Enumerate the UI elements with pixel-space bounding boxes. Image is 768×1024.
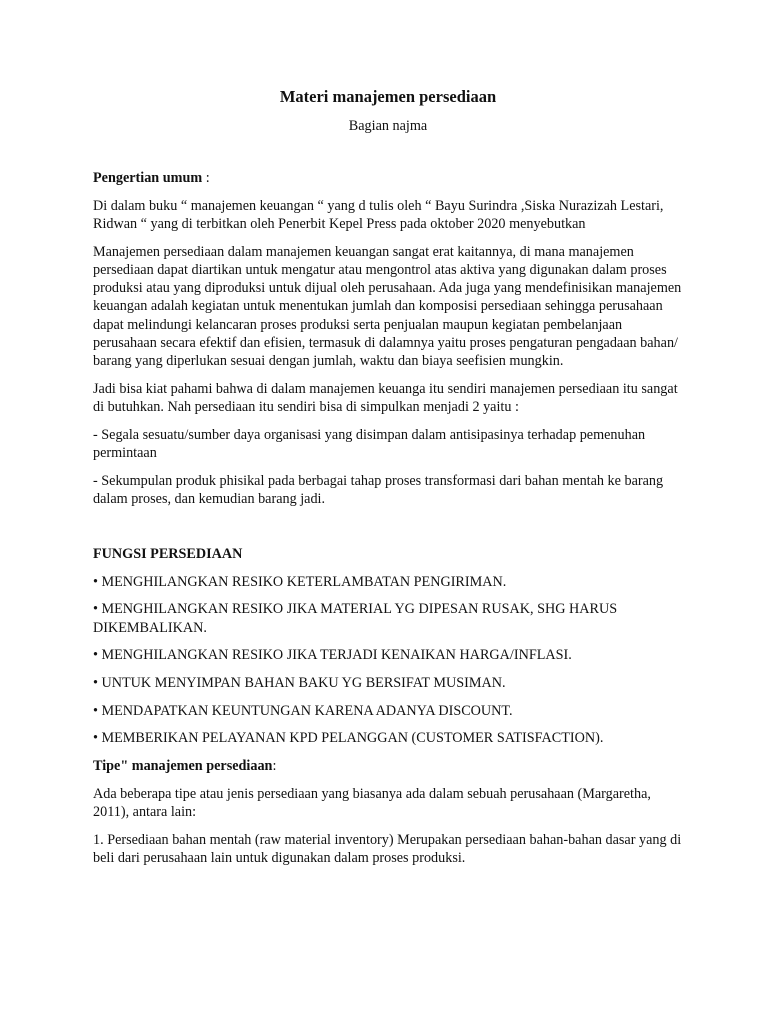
tipe-colon: : <box>272 758 277 775</box>
tipe-item: 1. Persediaan bahan mentah (raw material inventory) Merupakan persediaan bahan-bahan dasar yang di beli dari perusahaan lain untuk digunakan dalam proses produksi. <box>93 831 682 866</box>
fungsi-item: • MENGHILANGKAN RESIKO KETERLAMBATAN PENGIRIMAN. <box>93 573 507 590</box>
document-title: Materi manajemen persediaan <box>279 87 497 106</box>
document-subtitle: Bagian najma <box>348 118 428 134</box>
fungsi-item: • MEMBERIKAN PELAYANAN KPD PELANGGAN (CUSTOMER SATISFACTION). <box>93 730 604 747</box>
tipe-intro: Ada beberapa tipe atau jenis persediaan yang biasanya ada dalam sebuah perusahaan (Margaretha, 2011), antara lain: <box>93 785 651 820</box>
fungsi-item: • MENDAPATKAN KEUNTUNGAN KARENA ADANYA DISCOUNT. <box>93 702 513 719</box>
paragraph: Manajemen persediaan dalam manajemen keuangan sangat erat kaitannya, di mana manajemen persediaan dapat diartikan untuk mengatur atau mengontrol atas aktiva yang digunakan dalam proses produksi atau yang diproduksi untuk dijual oleh perusahaan. Ada juga yang mendefinisikan manajemen keuangan adalah kegiatan untuk menentukan jumlah dan komposisi persediaan sehingga perusahaan dapat melindungi kelancaran proses produksi serta penjualan maupun kegiatan pembelanjaan perusahaan secara efektif dan efisien, termasuk di dalamnya yaitu proses pengaturan pengadaan bahan/ barang yang diperlukan sesuai dengan jumlah, waktu dan biaya seefisien mungkin. <box>93 243 682 370</box>
fungsi-heading-line <box>93 545 683 563</box>
tipe-heading: Tipe" manajemen persediaan <box>93 758 273 775</box>
pengertian-colon: : <box>202 170 210 187</box>
paragraph: Di dalam buku “ manajemen keuangan “ yang d tulis oleh “ Bayu Surindra ,Siska Nurazizah Lestari, Ridwan “ yang di terbitkan oleh Penerbit Kepel Press pada oktober 2020 menyebutkan <box>93 197 664 233</box>
paragraph: - Sekumpulan produk phisikal pada berbagai tahap proses transformasi dari bahan mentah ke barang dalam proses, dan kemudian barang jadi. <box>93 472 664 507</box>
paragraph: Jadi bisa kiat pahami bahwa di dalam manajemen keuanga itu sendiri manajemen persediaan itu sangat di butuhkan. Nah persediaan itu sendiri bisa di simpulkan menjadi 2 yaitu : <box>93 380 678 415</box>
paragraph: - Segala sesuatu/sumber daya organisasi yang disimpan dalam antisipasinya terhadap pemenuhan permintaan <box>93 426 646 461</box>
fungsi-heading: FUNGSI PERSEDIAAN <box>93 545 243 562</box>
fungsi-item: • MENGHILANGKAN RESIKO JIKA MATERIAL YG DIPESAN RUSAK, SHG HARUS DIKEMBALIKAN. <box>93 601 618 636</box>
fungsi-item: • UNTUK MENYIMPAN BAHAN BAKU YG BERSIFAT MUSIMAN. <box>93 674 506 691</box>
tipe-heading-line <box>93 757 683 775</box>
fungsi-item: • MENGHILANGKAN RESIKO JIKA TERJADI KENAIKAN HARGA/INFLASI. <box>93 647 572 664</box>
pengertian-heading: Pengertian umum <box>93 170 203 187</box>
document-page <box>93 87 683 877</box>
pengertian-heading-line <box>93 169 683 187</box>
